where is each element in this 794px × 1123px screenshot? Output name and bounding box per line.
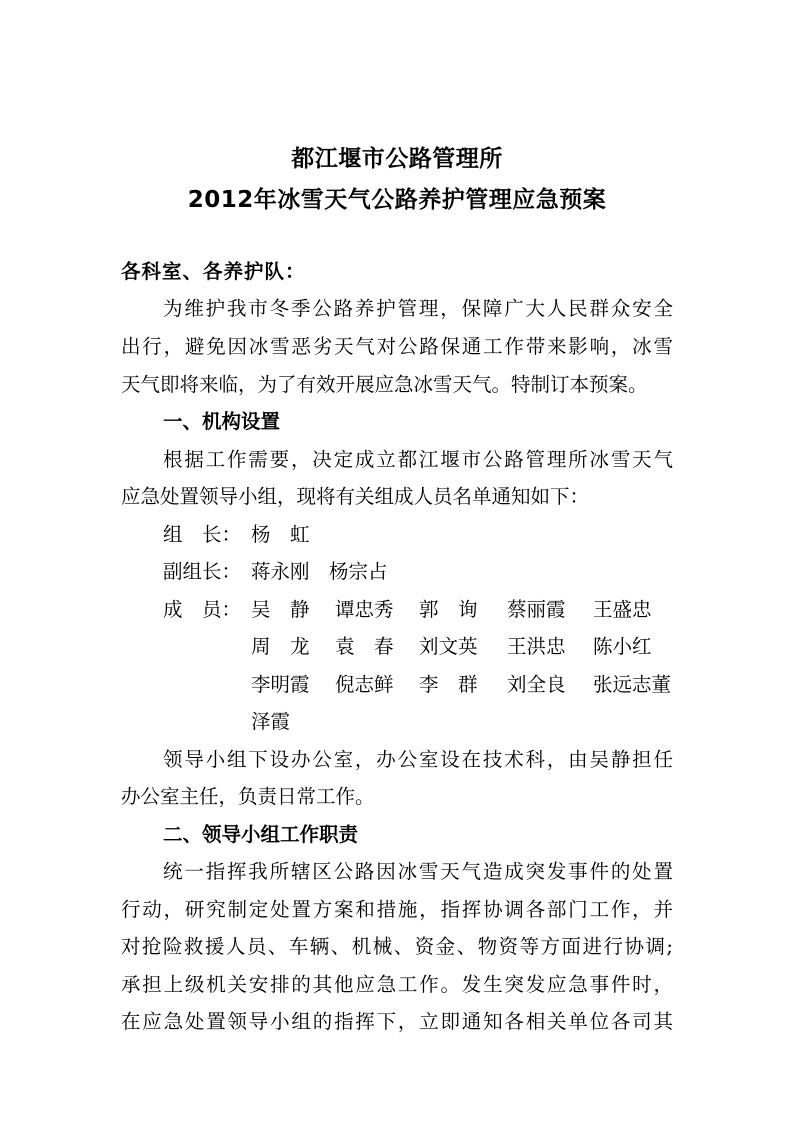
salutation: 各科室、各养护队： [121, 260, 306, 283]
section2-body-line-3: 对抢险救援人员、车辆、机械、资金、物资等方面进行协调; [121, 935, 673, 958]
member-name: 王洪忠 [507, 635, 566, 658]
member-name: 郭 询 [419, 598, 478, 621]
member-name: 张远志董 [593, 673, 672, 696]
leader-name: 杨 虹 [251, 523, 310, 546]
member-name: 袁 春 [335, 635, 394, 658]
intro-line-2: 出行，避免因冰雪恶劣天气对公路保通工作带来影响，冰雪 [121, 335, 673, 358]
member-name: 蔡丽霞 [507, 598, 566, 621]
member-name: 陈小红 [593, 635, 652, 658]
section1-body-line-1: 根据工作需要，决定成立都江堰市公路管理所冰雪天气 [163, 448, 673, 471]
section1-heading: 一、机构设置 [163, 410, 281, 433]
intro-line-1: 为维护我市冬季公路养护管理，保障广大人民群众安全 [163, 297, 673, 320]
section2-body-line-1: 统一指挥我所辖区公路因冰雪天气造成突发事件的处置 [163, 860, 673, 883]
member-name: 吴 静 [251, 598, 310, 621]
section2-heading: 二、领导小组工作职责 [163, 823, 359, 846]
title-line-1: 都江堰市公路管理所 [291, 146, 503, 172]
member-name: 李明霞 [251, 673, 310, 696]
member-name: 刘全良 [507, 673, 566, 696]
deputy-label: 副组长： [163, 560, 242, 583]
title-line-2: 2012年冰雪天气公路养护管理应急预案 [187, 187, 607, 213]
office-line-1: 领导小组下设办公室，办公室设在技术科，由吴静担任 [163, 748, 673, 771]
member-name: 王盛忠 [593, 598, 652, 621]
member-name: 周 龙 [251, 635, 310, 658]
members-label: 成 员： [163, 598, 242, 621]
member-name-tail: 泽霞 [251, 710, 291, 733]
intro-line-3: 天气即将来临，为了有效开展应急冰雪天气。特制订本预案。 [121, 373, 648, 396]
section1-body-line-2: 应急处置领导小组，现将有关组成人员名单通知如下： [121, 485, 590, 508]
member-name: 倪志鲜 [335, 673, 394, 696]
leader-label: 组 长： [163, 523, 242, 546]
section2-body-line-5: 在应急处置领导小组的指挥下，立即通知各相关单位各司其 [121, 1010, 673, 1033]
section2-body-line-4: 承担上级机关安排的其他应急工作。发生突发应急事件时， [121, 973, 673, 996]
member-name: 李 群 [419, 673, 478, 696]
member-name: 谭忠秀 [335, 598, 394, 621]
section2-body-line-2: 行动，研究制定处置方案和措施，指挥协调各部门工作，并 [121, 898, 673, 921]
office-line-2: 办公室主任，负责日常工作。 [121, 785, 375, 808]
deputy-names: 蒋永刚 杨宗占 [251, 560, 388, 583]
member-name: 刘文英 [419, 635, 478, 658]
